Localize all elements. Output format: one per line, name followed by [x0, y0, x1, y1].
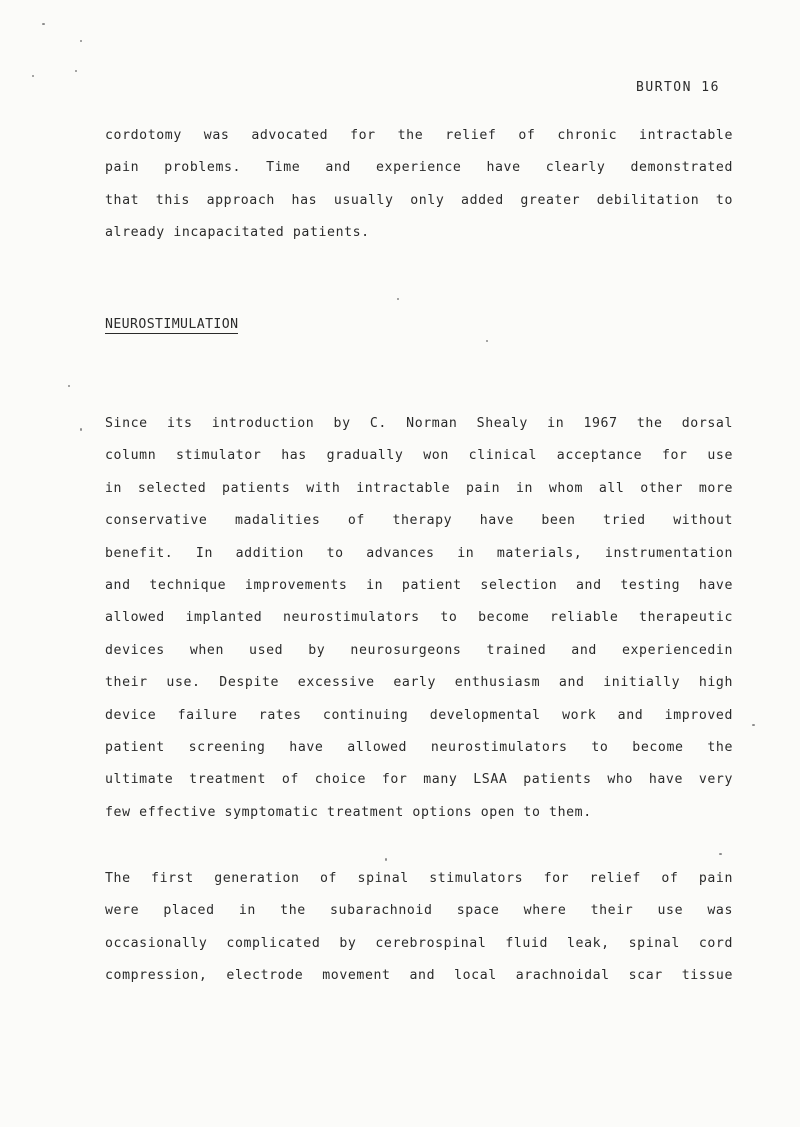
text-line: conservative madalities of therapy have been tried without: [105, 513, 733, 529]
scan-speck: [719, 853, 722, 855]
text-line: in selected patients with intractable pain in whom all other more: [105, 480, 733, 496]
text-line: benefit. In addition to advances in materials, instrumentation: [105, 545, 733, 561]
scan-speck: [80, 40, 82, 42]
text-line: devices when used by neurosurgeons trained and experiencedin: [105, 642, 733, 658]
text-line: cordotomy was advocated for the relief of chronic intractable: [105, 128, 733, 143]
scan-speck: [75, 70, 77, 72]
text-line: their use. Despite excessive early enthusiasm and initially high: [105, 675, 733, 691]
text-line: The first generation of spinal stimulators for relief of pain: [105, 871, 733, 886]
page-header: BURTON 16: [636, 80, 720, 95]
paragraph: [105, 120, 733, 250]
text-line: compression, electrode movement and local arachnoidal scar tissue: [105, 968, 733, 984]
text-line: ultimate treatment of choice for many LSAA patients who have very: [105, 772, 733, 788]
paragraph: [105, 408, 733, 829]
scan-speck: [68, 385, 70, 387]
text-line: occasionally complicated by cerebrospinal fluid leak, spinal cord: [105, 935, 733, 951]
scan-speck: [486, 340, 488, 342]
text-line: column stimulator has gradually won clinical acceptance for use: [105, 448, 733, 464]
text-line: already incapacitated patients.: [105, 225, 370, 241]
text-line: were placed in the subarachnoid space where their use was: [105, 903, 733, 919]
text-line: that this approach has usually only added greater debilitation to: [105, 192, 733, 208]
scan-speck: [752, 724, 755, 726]
text-line: device failure rates continuing developmental work and improved: [105, 707, 733, 723]
scan-speck: [80, 428, 82, 431]
text-line: patient screening have allowed neurostimulators to become the: [105, 739, 733, 755]
scan-speck: [397, 298, 399, 300]
scan-speck: [32, 75, 34, 77]
text-line: pain problems. Time and experience have clearly demonstrated: [105, 160, 733, 176]
text-line: allowed implanted neurostimulators to become reliable therapeutic: [105, 610, 733, 626]
text-line: Since its introduction by C. Norman Shealy in 1967 the dorsal: [105, 416, 733, 431]
section-heading: NEUROSTIMULATION: [105, 317, 239, 332]
paragraph: [105, 863, 733, 993]
scan-speck: [385, 858, 387, 861]
scan-speck: [42, 23, 45, 25]
text-line: few effective symptomatic treatment options open to them.: [105, 804, 592, 820]
text-line: and technique improvements in patient selection and testing have: [105, 577, 733, 593]
